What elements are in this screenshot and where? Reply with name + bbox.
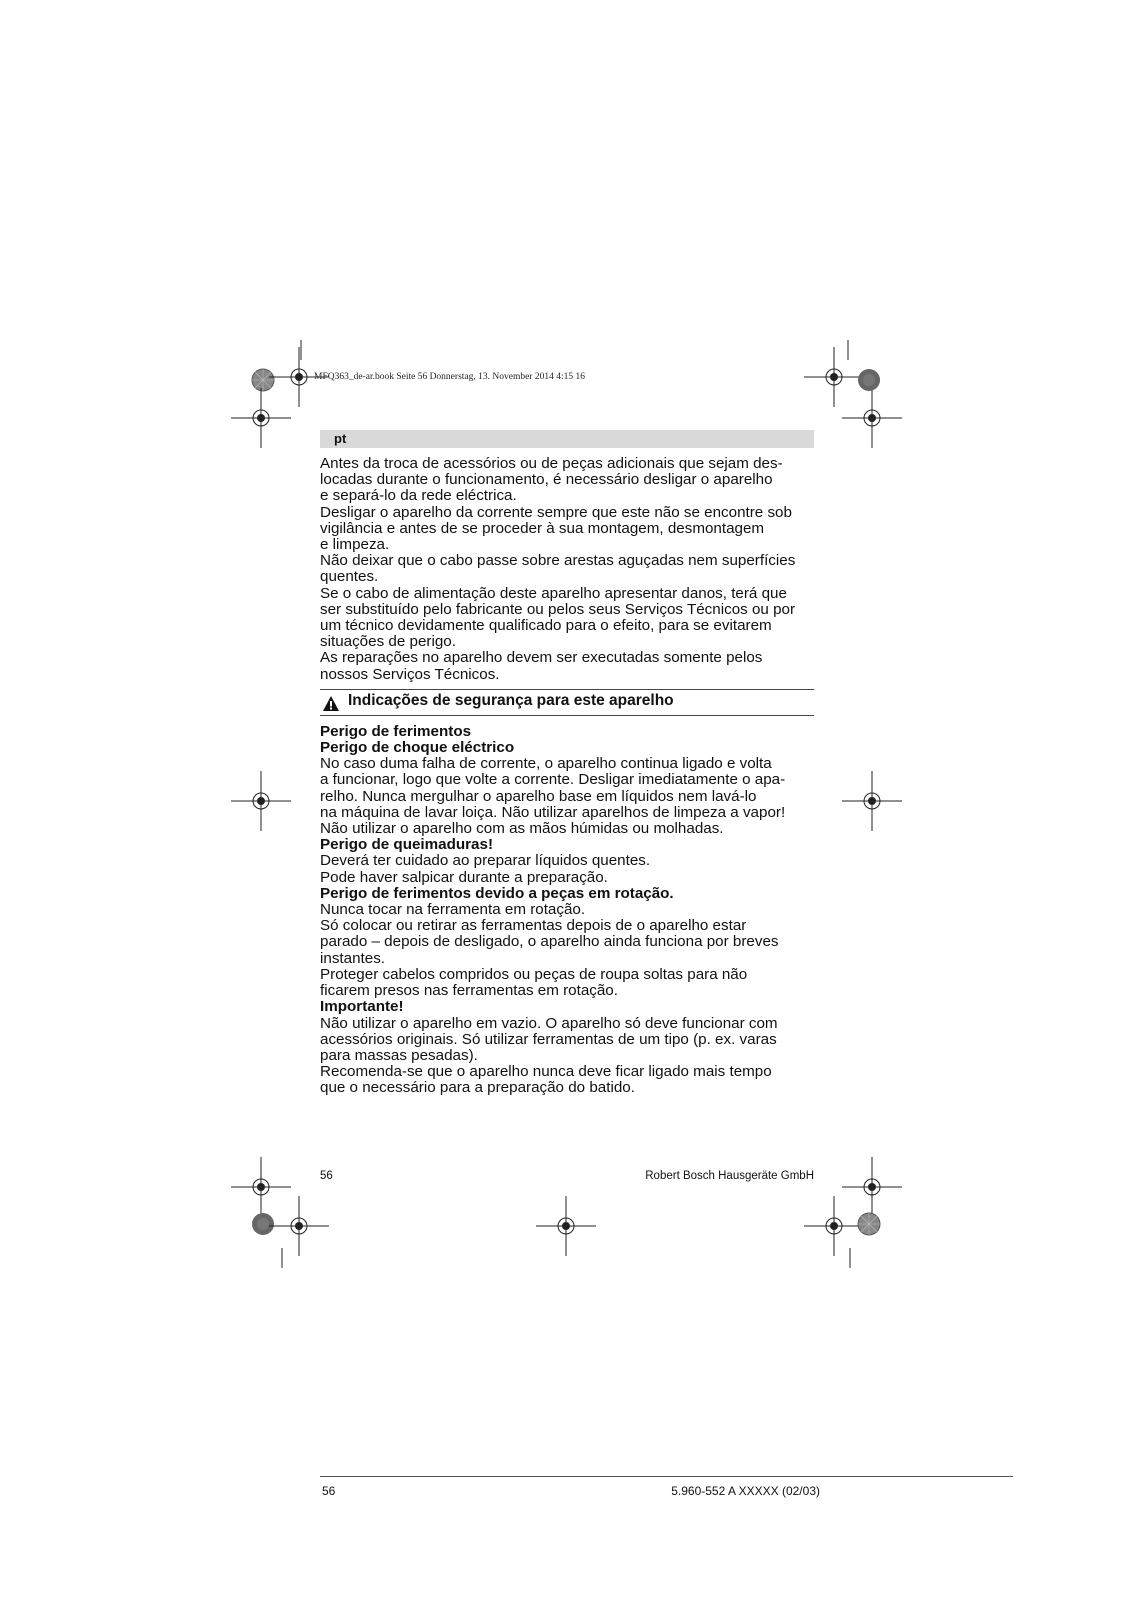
crop-mark xyxy=(842,388,902,448)
text-line: Não deixar que o cabo passe sobre arestas aguçadas nem superfícies xyxy=(320,552,796,570)
text-line: As reparações no aparelho devem ser executadas somente pelos xyxy=(320,649,763,667)
footer-page-number: 56 xyxy=(320,1170,333,1182)
text-line: relho. Nunca mergulhar o aparelho base em líquidos nem lavá-lo xyxy=(320,787,757,805)
text-line: Antes da troca de acessórios ou de peças adicionais que sejam des- xyxy=(320,455,783,472)
section-heading xyxy=(320,689,814,716)
text-line: e limpeza. xyxy=(320,536,390,554)
text-line: Não utilizar o aparelho com as mãos húmidas ou molhadas. xyxy=(320,820,724,838)
crop-mark xyxy=(231,771,291,831)
bottom-page-number: 56 xyxy=(322,1484,336,1498)
subheading: Perigo de ferimentos devido a peças em rotação. xyxy=(320,884,674,902)
text-line: acessórios originais. Só utilizar ferramentas de um tipo (p. ex. varas xyxy=(320,1030,777,1048)
text-line: No caso duma falha de corrente, o aparelho continua ligado e volta xyxy=(320,755,772,773)
crop-mark xyxy=(804,347,864,407)
crop-mark xyxy=(804,1196,864,1256)
language-tab xyxy=(320,430,814,448)
text-line: vigilância e antes de se proceder à sua montagem, desmontagem xyxy=(320,519,765,537)
text-line: um técnico devidamente qualificado para o efeito, para se evitarem xyxy=(320,617,772,635)
bottom-divider xyxy=(320,1476,1013,1477)
registration-disc xyxy=(858,1213,880,1235)
crop-mark xyxy=(842,771,902,831)
text-line: quentes. xyxy=(320,568,379,586)
text-line: ficarem presos nas ferramentas em rotação. xyxy=(320,982,618,1000)
crop-mark xyxy=(231,1157,291,1217)
subheading: Perigo de queimaduras! xyxy=(320,836,494,854)
language-code: pt xyxy=(334,431,347,446)
registration-disc xyxy=(252,1213,274,1235)
book-file-header: MFQ363_de-ar.book Seite 56 Donnerstag, 13. November 2014 4:15 16 xyxy=(314,372,585,382)
intro-paragraphs xyxy=(320,456,814,683)
text-line: situações de perigo. xyxy=(320,633,456,651)
document-code: 5.960-552 A XXXXX (02/03) xyxy=(671,1484,820,1498)
text-line: e separá-lo da rede eléctrica. xyxy=(320,487,517,505)
text-line: parado – depois de desligado, o aparelho ainda funciona por breves xyxy=(320,933,779,951)
footer-company: Robert Bosch Hausgeräte GmbH xyxy=(645,1170,814,1182)
text-line: Não utilizar o aparelho em vazio. O aparelho só deve funcionar com xyxy=(320,1014,778,1032)
subheading: Perigo de ferimentos xyxy=(320,722,472,740)
safety-instructions xyxy=(320,724,814,1097)
crop-mark xyxy=(231,388,291,448)
crop-mark xyxy=(536,1196,596,1256)
crop-mark xyxy=(842,1157,902,1217)
registration-disc xyxy=(252,369,274,391)
manual-text xyxy=(320,456,814,1097)
crop-mark xyxy=(269,1196,329,1256)
text-line: Pode haver salpicar durante a preparação. xyxy=(320,868,608,886)
subheading: Importante! xyxy=(320,998,404,1016)
section-title: Indicações de segurança para este aparelho xyxy=(348,691,674,709)
text-line: a funcionar, logo que volte a corrente. Desligar imediatamente o apa- xyxy=(320,771,786,789)
text-line: nossos Serviços Técnicos. xyxy=(320,665,500,683)
text-line: ser substituído pelo fabricante ou pelos seus Serviços Técnicos ou por xyxy=(320,600,796,618)
text-line: Recomenda-se que o aparelho nunca deve ficar ligado mais tempo xyxy=(320,1063,772,1081)
text-line: Se o cabo de alimentação deste aparelho apresentar danos, terá que xyxy=(320,584,787,602)
text-line: Deverá ter cuidado ao preparar líquidos quentes. xyxy=(320,852,651,870)
subheading: Perigo de choque eléctrico xyxy=(320,739,515,757)
text-line: que o necessário para a preparação do batido. xyxy=(320,1079,635,1097)
text-line: locadas durante o funcionamento, é necessário desligar o aparelho xyxy=(320,471,773,489)
text-line: Proteger cabelos compridos ou peças de roupa soltas para não xyxy=(320,965,748,983)
warning-icon xyxy=(322,695,340,712)
registration-disc xyxy=(858,369,880,391)
text-line: Só colocar ou retirar as ferramentas depois de o aparelho estar xyxy=(320,917,747,935)
text-line: na máquina de lavar loiça. Não utilizar aparelhos de limpeza a vapor! xyxy=(320,803,786,821)
text-line: para massas pesadas). xyxy=(320,1046,478,1064)
text-line: Nunca tocar na ferramenta em rotação. xyxy=(320,901,586,919)
text-line: instantes. xyxy=(320,949,386,967)
text-line: Desligar o aparelho da corrente sempre que este não se encontre sob xyxy=(320,503,792,521)
